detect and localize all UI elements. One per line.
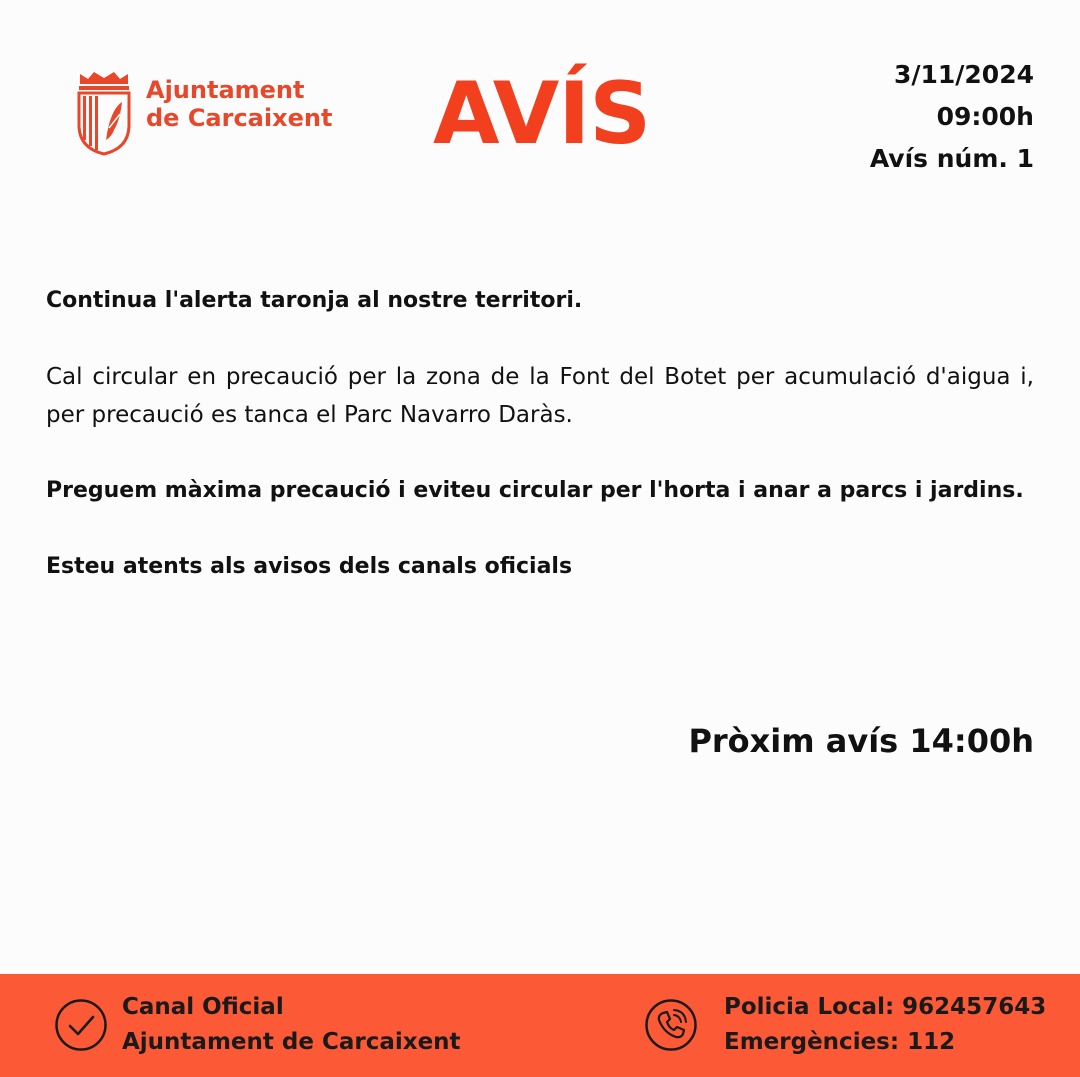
body-paragraph-caution: Preguem màxima precaució i eviteu circular per l'horta i anar a parcs i jardins. xyxy=(46,478,1024,503)
logo-wordmark xyxy=(146,76,332,132)
logo-line-2: de Carcaixent xyxy=(146,104,333,132)
police-phone: Policia Local: 962457643 xyxy=(724,994,1047,1020)
ajuntament-logo xyxy=(76,70,336,158)
footer-bar xyxy=(0,974,1080,1077)
emergency-contacts xyxy=(724,990,1046,1060)
notice-body xyxy=(46,282,1034,624)
notice-number: Avís núm. 1 xyxy=(869,144,1034,173)
logo-line-1: Ajuntament xyxy=(146,76,305,104)
next-notice: Pròxim avís 14:00h xyxy=(688,722,1034,760)
coat-of-arms-icon xyxy=(76,70,132,156)
check-circle-icon xyxy=(54,998,108,1052)
official-channel-line-2: Ajuntament de Carcaixent xyxy=(122,1029,461,1055)
notice-date: 3/11/2024 xyxy=(893,60,1034,89)
emergency-phone: Emergències: 112 xyxy=(724,1029,956,1055)
official-channel xyxy=(122,990,461,1060)
body-paragraph-traffic: Cal circular en precaució per la zona de la Font del Botet per acumulació d'aigua i, per precaució es tanca el Parc Navarro Daràs. xyxy=(46,364,1034,428)
notice-meta xyxy=(870,54,1034,180)
notice-time: 09:00h xyxy=(936,102,1034,131)
body-paragraph-channels: Esteu atents als avisos dels canals oficials xyxy=(46,554,573,579)
official-channel-line-1: Canal Oficial xyxy=(122,994,284,1020)
phone-icon xyxy=(644,998,698,1052)
page-title: AVÍS xyxy=(433,64,651,164)
body-paragraph-alert: Continua l'alerta taronja al nostre territori. xyxy=(46,288,583,313)
